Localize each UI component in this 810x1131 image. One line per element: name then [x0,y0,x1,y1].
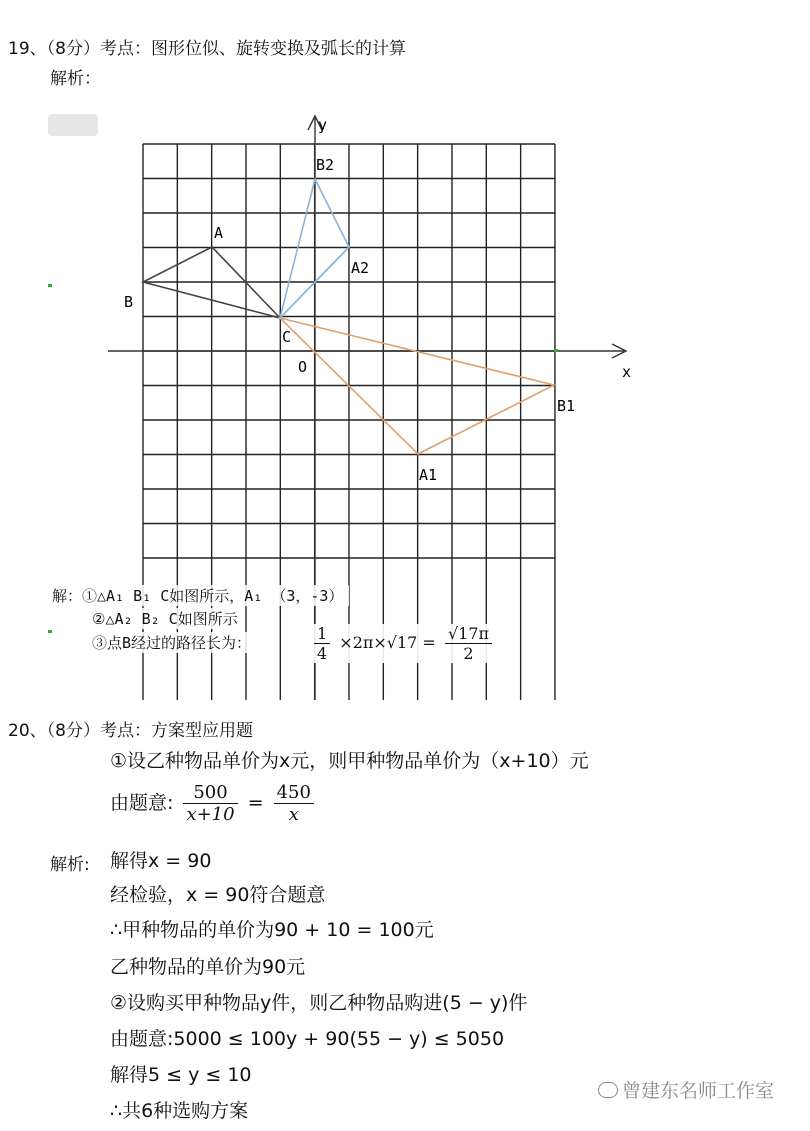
formula-mid: ×2π×√17 = [339,633,436,652]
q20-line9: 解得5 ≤ y ≤ 10 [110,1064,252,1086]
label-a1: A1 [419,466,438,484]
q19-answer-line2: ②△A₂ B₂ C如图所示 [92,608,244,629]
origin-label: O [298,358,308,376]
q20-line4: 经检验，x = 90符合题意 [110,884,326,906]
q19-answer-line3-label: ③点B经过的路径长为： [92,632,257,653]
q20-l2-prefix: 由题意: [110,792,174,814]
label-a2: A2 [351,259,370,277]
q20-line7: ②设购买甲种物品y件，则乙种物品购进(5 − y)件 [110,992,528,1014]
green-mark [48,284,52,287]
q20-l2-right-num: 450 [274,782,314,804]
q20-line3: 解得x = 90 [110,850,212,872]
q20-line1: ①设乙种物品单价为x元，则甲种物品单价为（x+10）元 [110,750,589,772]
q20-line8: 由题意:5000 ≤ 100y + 90(55 − y) ≤ 5050 [110,1028,505,1050]
label-a: A [214,224,224,242]
label-c: C [282,328,292,346]
label-b: B [124,293,134,311]
q20-title: 20、（8分）考点：方案型应用题 [8,721,253,741]
q20-l2-left-den: x+10 [186,804,235,825]
q19-title: 19、（8分）考点：图形位似、旋转变换及弧长的计算 [8,39,406,59]
formula-left-den: 4 [317,644,328,663]
q20-l2-eq: = [247,792,264,814]
label-b2: B2 [316,156,335,174]
q20-line2 [110,782,318,825]
q20-line5: ∴甲种物品的单价为90 + 10 = 100元 [110,919,434,941]
label-b1: B1 [557,397,576,415]
green-mark [554,349,558,352]
formula-right-den: 2 [463,644,474,663]
wechat-icon [598,1082,618,1098]
q20-jiexi-label: 解析: [50,855,90,875]
q19-jiexi-label: 解析： [50,69,101,89]
green-mark [48,630,52,633]
q20-line6: 乙种物品的单价为90元 [110,956,306,978]
watermark-text: 曾建东名师工作室 [622,1080,775,1102]
q20-line10: ∴共6种选购方案 [110,1100,249,1122]
formula-right-num: √17π [445,624,492,644]
axis-label-y: y [318,116,328,134]
q20-l2-right-den: x [288,804,299,825]
q20-l2-left-num: 500 [183,782,237,804]
q19-answer-line1: 解：①△A₁ B₁ C如图所示，A₁ （3，-3） [52,585,349,606]
formula-left-num: 1 [314,624,330,644]
axis-label-x: x [622,363,632,381]
q19-arc-formula [306,624,500,663]
